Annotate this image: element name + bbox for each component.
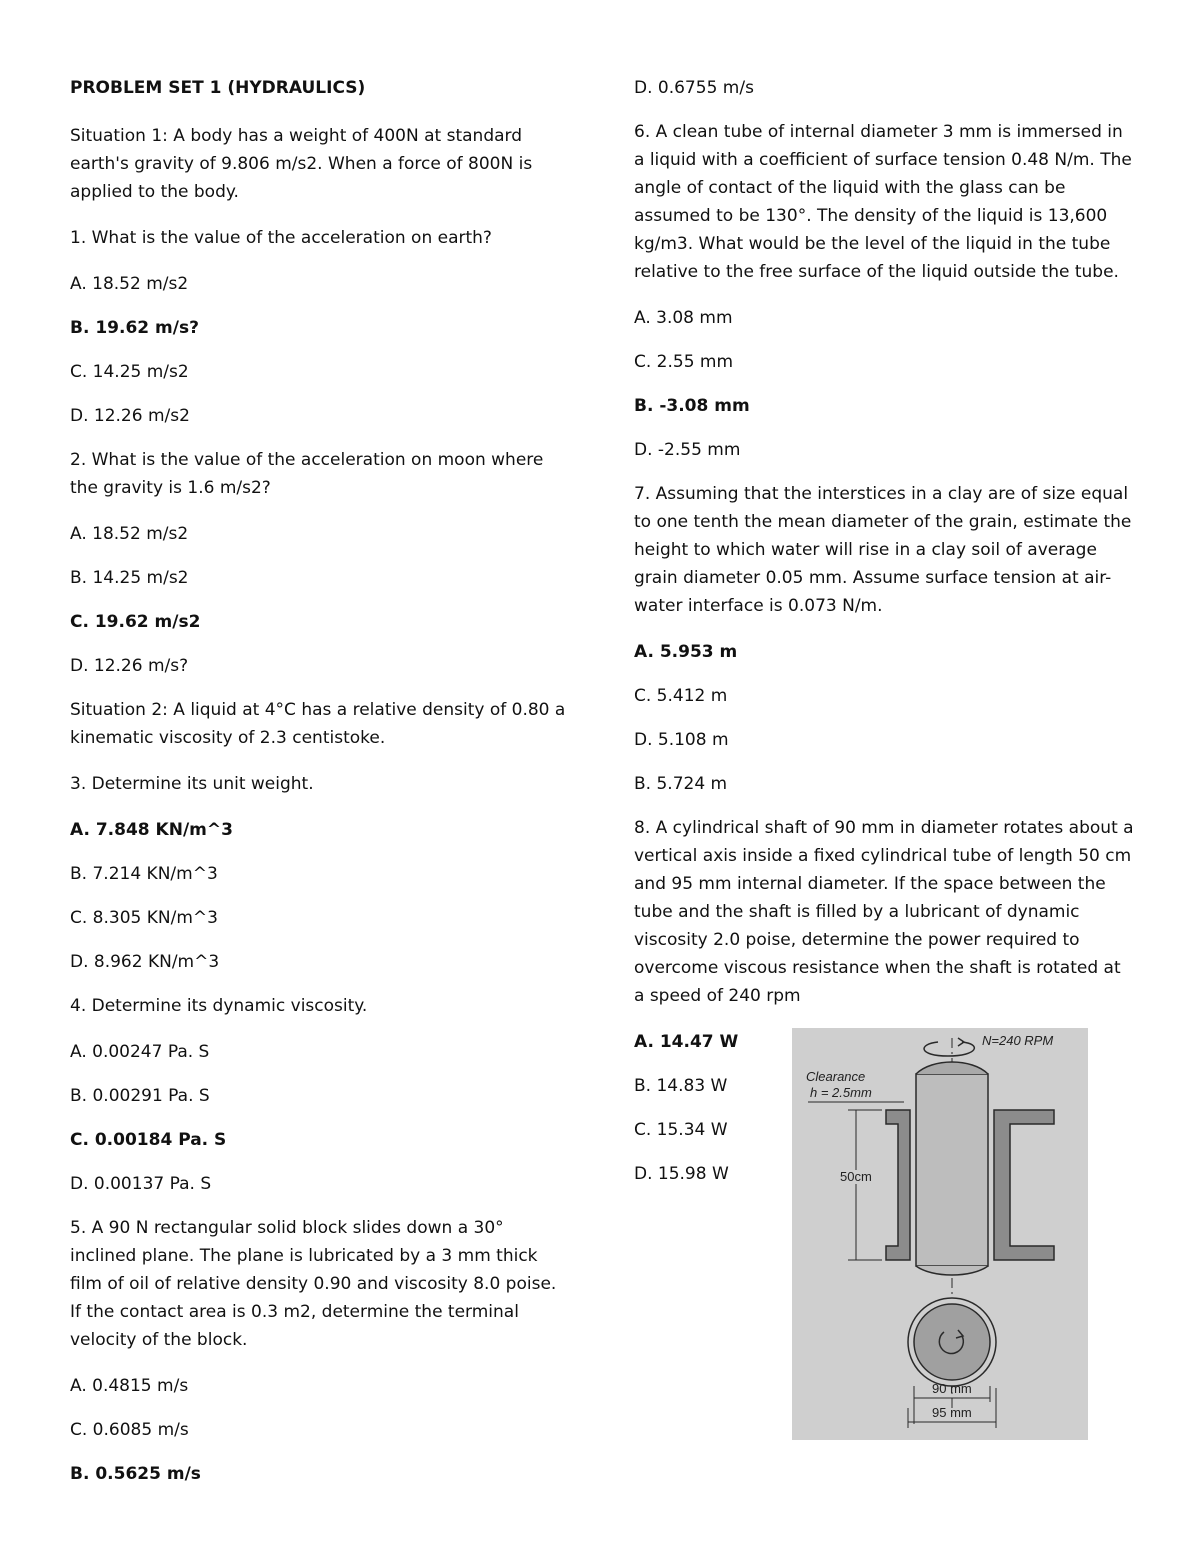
situation-1-text: Situation 1: A body has a weight of 400N at standard earth's gravity of 9.806 m/s2. When a force of 800N is applied to the body. bbox=[70, 126, 533, 202]
q4-option-d: D. 0.00137 Pa. S bbox=[70, 1174, 212, 1194]
outer-diameter-label: 95 mm bbox=[932, 1405, 972, 1420]
question-7-text: 7. Assuming that the interstices in a clay are of size equal to one tenth the mean diameter of the grain, estimate the height to which water will rise in a clay soil of average grain diameter 0.05 mm. Assume surface tension at air-water interface is 0.073 N/m. bbox=[634, 484, 1132, 616]
inner-diameter-label: 90 mm bbox=[932, 1381, 972, 1396]
q2-option-c: C. 19.62 m/s2 bbox=[70, 612, 201, 632]
clearance-label: Clearance bbox=[806, 1069, 866, 1084]
q7-option-c: C. 5.412 m bbox=[634, 686, 728, 706]
q1-option-d: D. 12.26 m/s2 bbox=[70, 406, 190, 426]
rotation-arrowhead-icon bbox=[958, 1038, 964, 1046]
q6-option-d: D. -2.55 mm bbox=[634, 440, 741, 460]
shaft bbox=[916, 1074, 988, 1266]
page-title: PROBLEM SET 1 (HYDRAULICS) bbox=[70, 78, 366, 98]
q4-option-c: C. 0.00184 Pa. S bbox=[70, 1130, 227, 1150]
q8-option-a: A. 14.47 W bbox=[634, 1032, 739, 1052]
length-label: 50cm bbox=[840, 1169, 872, 1184]
right-tube-wall bbox=[994, 1110, 1054, 1260]
q6-option-a: A. 3.08 mm bbox=[634, 308, 733, 328]
q8-option-b: B. 14.83 W bbox=[634, 1076, 728, 1096]
q8-option-c: C. 15.34 W bbox=[634, 1120, 728, 1140]
q8-options-and-figure bbox=[634, 1028, 1134, 1468]
rotation-arrow-icon bbox=[924, 1042, 974, 1056]
q6-option-c: C. 2.55 mm bbox=[634, 352, 734, 372]
question-1-text: 1. What is the value of the acceleration on earth? bbox=[70, 228, 492, 248]
q5-option-c: C. 0.6085 m/s bbox=[70, 1420, 189, 1440]
q4-option-b: B. 0.00291 Pa. S bbox=[70, 1086, 210, 1106]
question-3-text: 3. Determine its unit weight. bbox=[70, 774, 314, 794]
q3-option-a: A. 7.848 KN/m^3 bbox=[70, 820, 233, 840]
q3-option-d: D. 8.962 KN/m^3 bbox=[70, 952, 220, 972]
q1-option-a: A. 18.52 m/s2 bbox=[70, 274, 189, 294]
shaft-bottom-break bbox=[916, 1266, 988, 1275]
q8-options bbox=[634, 1028, 784, 1204]
q7-option-b: B. 5.724 m bbox=[634, 774, 728, 794]
question-5-text: 5. A 90 N rectangular solid block slides down a 30° inclined plane. The plane is lubricated by a 3 mm thick film of oil of relative density 0.90 and viscosity 8.0 poise. If the contact area is 0.3 m2, determine the terminal velocity of the block. bbox=[70, 1218, 557, 1350]
q2-option-b: B. 14.25 m/s2 bbox=[70, 568, 189, 588]
left-column bbox=[70, 74, 570, 1504]
q3-option-c: C. 8.305 KN/m^3 bbox=[70, 908, 218, 928]
clearance-value: h = 2.5mm bbox=[810, 1085, 872, 1100]
q5-option-d: D. 0.6755 m/s bbox=[634, 78, 754, 98]
q6-option-b: B. -3.08 mm bbox=[634, 396, 750, 416]
question-2-text: 2. What is the value of the acceleration on moon where the gravity is 1.6 m/s2? bbox=[70, 450, 544, 498]
left-tube-wall bbox=[886, 1110, 910, 1260]
q8-option-d: D. 15.98 W bbox=[634, 1164, 729, 1184]
question-6-text: 6. A clean tube of internal diameter 3 mm is immersed in a liquid with a coefficient of surface tension 0.48 N/m. The angle of contact of the liquid with the glass can be assumed to be 130°. The density of the liquid is 13,600 kg/m3. What would be the level of the liquid in the tube relative to the free surface of the liquid outside the tube. bbox=[634, 122, 1132, 282]
q5-option-b: B. 0.5625 m/s bbox=[70, 1464, 201, 1484]
q2-option-a: A. 18.52 m/s2 bbox=[70, 524, 189, 544]
q3-option-b: B. 7.214 KN/m^3 bbox=[70, 864, 218, 884]
q2-option-d: D. 12.26 m/s? bbox=[70, 656, 189, 676]
q1-option-c: C. 14.25 m/s2 bbox=[70, 362, 189, 382]
rpm-label: N=240 RPM bbox=[982, 1033, 1054, 1048]
shaft-diagram bbox=[792, 1028, 1088, 1440]
right-column bbox=[634, 74, 1134, 1468]
q5-option-a: A. 0.4815 m/s bbox=[70, 1376, 189, 1396]
q1-option-b: B. 19.62 m/s? bbox=[70, 318, 199, 338]
question-4-text: 4. Determine its dynamic viscosity. bbox=[70, 996, 368, 1016]
situation-2-text: Situation 2: A liquid at 4°C has a relative density of 0.80 a kinematic viscosity of 2.3 centistoke. bbox=[70, 700, 566, 748]
q4-option-a: A. 0.00247 Pa. S bbox=[70, 1042, 210, 1062]
shaft-cross-section bbox=[914, 1304, 990, 1380]
q7-option-a: A. 5.953 m bbox=[634, 642, 738, 662]
question-8-text: 8. A cylindrical shaft of 90 mm in diameter rotates about a vertical axis inside a fixed cylindrical tube of length 50 cm and 95 mm internal diameter. If the space between the tube and the shaft is filled by a lubricant of dynamic viscosity 2.0 poise, determine the power required to overcome viscous resistance when the shaft is rotated at a speed of 240 rpm bbox=[634, 818, 1134, 1006]
shaft-top-break bbox=[916, 1062, 988, 1074]
q7-option-d: D. 5.108 m bbox=[634, 730, 729, 750]
